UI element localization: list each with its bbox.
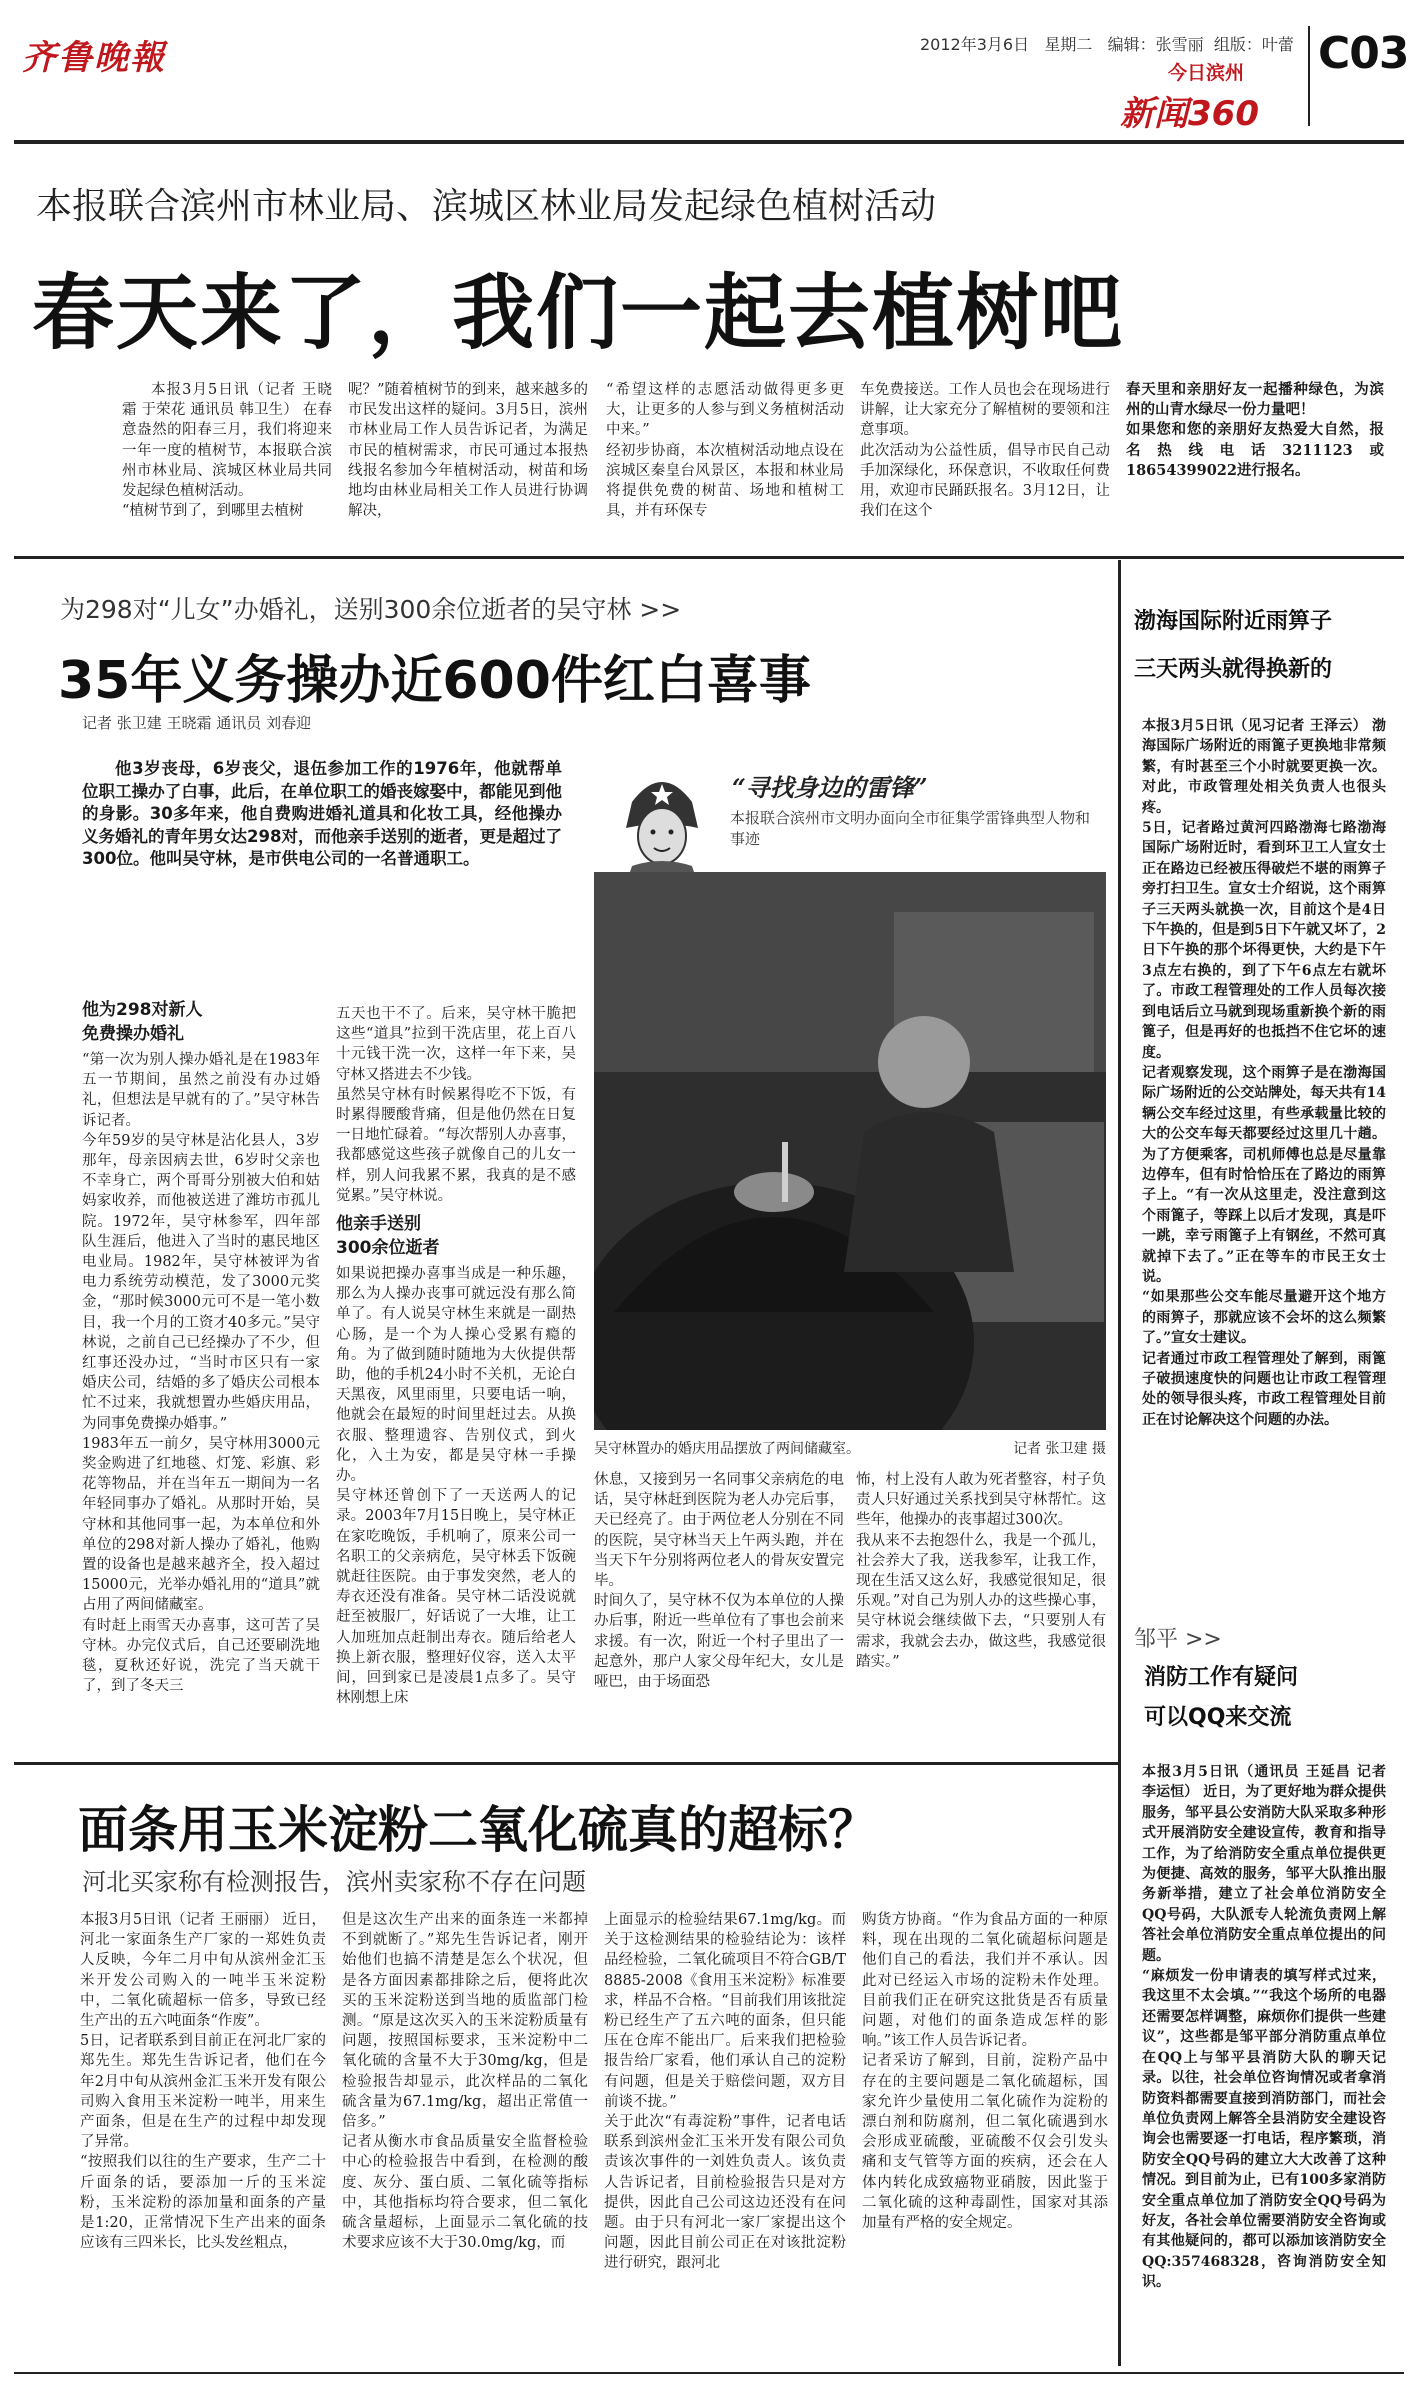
lead-column-1-text: 本报3月5日讯（记者 王晓霜 于荣花 通讯员 韩卫生） 在春意盎然的阳春三月，我们将迎来一年一度的植树节，本报联合滨州市林业局、滨城区林业局共同发起绿色植树活动。 “植树节到了，到哪里去植树	[122, 382, 332, 520]
page-bottom-rule	[14, 2372, 1404, 2374]
bottom-deck: 河北买家称有检测报告，滨州卖家称不存在问题	[82, 1868, 586, 1896]
lead-column-5	[1126, 380, 1384, 542]
sidebar1-body	[1142, 716, 1386, 1596]
bottom-headline: 面条用玉米淀粉二氧化硫真的超标？	[78, 1801, 878, 1859]
issue-weekday: 星期二	[1044, 35, 1093, 54]
photo-credit: 记者 张卫建 摄	[1013, 1441, 1106, 1457]
sidebar2-kicker: 邹平 >>	[1134, 1627, 1222, 1652]
page-code-divider	[1308, 26, 1310, 126]
feature-column-2b-text: 如果说把操办喜事当成是一种乐趣，那么为人操办丧事可就远没有那么简单了。有人说吴守林生来就是一副热心肠，是一个为人操心受累有瘾的角。为了做到随时随地为大伙提供帮助，他的手机24小时不关机，无论白天黑夜，风里雨里，只要电话一响，他就会在最短的时间里赶过去。从换衣服、整理遗容、告别仪式，到火化，入土为安，都是吴守林一手操办。 吴守林还曾创下了一天送两人的记录。2003年7月15日晚上，吴守林正在家吃晚饭，手机响了，原来公司一名职工的父亲病危，吴守林丢下饭碗就赶往医院。由于事发突然，老人的寿衣还没有准备。吴守林二话没说就赶至被服厂，好话说了一大堆，让工人加班加点赶制出寿衣。随后给老人换上新衣服，整理好仪容，送入太平间，回到家已是凌晨1点多了。吴守林刚想上床	[336, 1266, 576, 1707]
lead-column-1	[122, 380, 332, 542]
bottom-column-3-text: 上面显示的检验结果67.1mg/kg。而关于这检测结果的检验结论为：该样品经检验，二氧化硫项目不符合GB/T 8885-2008《食用玉米淀粉》标准要求，样品不合格。“目前我们用该批淀粉已经生产了五六吨的面条，但只能压在仓库不能出厂。后来我们把检验报告给厂家看，他们承认自己的淀粉有问题，但是关于赔偿问题，双方目前谈不拢。” 关于此次“有毒淀粉”事件，记者电话联系到滨州金汇玉米开发有限公司负责该次事件的一刘姓负责人。该负责人告诉记者，目前检验报告只是对方提供，因此自己公司这边还没有在问题。由于只有河北一家厂家提出这个问题，因此目前公司正在对该批淀粉进行研究，跟河北	[604, 1912, 846, 2272]
feature-column-3	[594, 1470, 844, 1750]
lead-column-3-text: “希望这样的志愿活动做得更多更大，让更多的人参与到义务植树活动中来。” 经初步协商，本次植树活动地点设在滨城区秦皇台风景区，本报和林业局将提供免费的树苗、场地和植树工具，并有环保专	[606, 382, 844, 520]
lead-column-2	[348, 380, 588, 542]
feature-headline: 35年义务操办近600件红白喜事	[58, 651, 811, 711]
feature-column-2	[336, 1004, 576, 1750]
bottom-column-2	[342, 1910, 588, 2366]
bottom-column-1-text: 本报3月5日讯（记者 王丽丽） 近日，河北一家面条生产厂家的一郑姓负责人反映，今年二月中旬从滨州金汇玉米开发公司购入的一吨半玉米淀粉中，二氧化硫超标一倍多，导致已经生产出的五六吨面条“作废”。 5日，记者联系到目前正在河北厂家的郑先生。郑先生告诉记者，他们在今年2月中旬从滨州金汇玉米开发有限公司购入食用玉米淀粉一吨半，用来生产面条，但是在生产的过程中却发现了异常。 “按照我们以往的生产要求，生产二十斤面条的话，要添加一斤的玉米淀粉，玉米淀粉的添加量和面条的产量是1:20，正常情况下生产出来的面条应该有三四米长，比头发丝粗点，	[80, 1912, 326, 2252]
lead-column-4	[860, 380, 1110, 542]
bottom-column-2-text: 但是这次生产出来的面条连一米都掉不到就断了。”郑先生告诉记者，刚开始他们也搞不清楚是怎么个状况，但是各方面因素都排除之后，便将此次买的玉米淀粉送到当地的质监部门检测。“原是这次买入的玉米淀粉质量有问题，按照国标要求，玉米淀粉中二氧化硫的含量不大于30mg/kg，但是检验报告却显示，此次样品的二氧化硫含量为67.1mg/kg，超出正常值一倍多。” 记者从衡水市食品质量安全监督检验中心的检验报告中看到，在检测的酸度、灰分、蛋白质、二氧化硫等指标中，其他指标均符合要求，但二氧化硫含量超标，上面显示二氧化硫的技术要求应该不大于30.0mg/kg，而	[342, 1912, 588, 2252]
lead-headline: 春天来了，我们一起去植树吧	[32, 266, 1125, 361]
sidebar1-headline-2: 三天两头就得换新的	[1134, 657, 1333, 682]
series-title: “寻找身边的雷锋”	[732, 773, 928, 802]
feature-photo	[594, 872, 1106, 1430]
page-code: C03	[1318, 28, 1409, 79]
issue-info	[920, 32, 1294, 55]
lead-column-2-text: 呢？”随着植树节的到来，越来越多的市民发出这样的疑问。3月5日，滨州市林业局工作人员告诉记者，为满足市民的植树需求，市民可通过本报热线报名参加今年植树活动，树苗和场地均由林业局相关工作人员进行协调解决，	[348, 382, 588, 520]
lead-column-3	[606, 380, 844, 542]
feature-subhead-1: 他为298对新人 免费操办婚礼	[82, 1000, 203, 1044]
masthead-rule	[14, 140, 1404, 144]
feature-column-4-text: 怖，村上没有人敢为死者整容，村子负责人只好通过关系找到吴守林帮忙。这些年，他操办的丧事超过300次。 我从来不去抱怨什么，我是一个孤儿，社会养大了我，送我参军，让我工作，现在生活又这么好，我感觉很知足，很乐观。”对自己为别人办的这些操心事，吴守林说会继续做下去，“只要别人有需求，我就会去办，做这些，我感觉很踏实。”	[856, 1472, 1106, 1670]
feature-column-1-text: “第一次为别人操办婚礼是在1983年五一节期间，虽然之前没有办过婚礼，但想法是早就有的了。”吴守林告诉记者。 今年59岁的吴守林是沾化县人，3岁那年，母亲因病去世，6岁时父亲也不幸身亡，两个哥哥分别被大伯和姑妈家收养，而他被送进了潍坊市孤儿院。1972年，吴守林参军，四年部队生涯后，他进入了当时的惠民地区电业局。1982年，吴守林被评为省电力系统劳动模范，发了3000元奖金，“那时候3000元可不是一笔小数目，我一个月的工资才40多元。”吴守林说，之前自己已经操办了不少，但红事还没办过，“当时市区只有一家婚庆公司，结婚的多了婚庆公司根本忙不过来，我就想置办些婚庆用品，为同事免费操办婚事。” 1983年五一前夕，吴守林用3000元奖金购进了红地毯、灯笼、彩旗、彩花等物品，并在当年五一期间为一名年轻同事办了婚礼。从那时开始，吴守林和其他同事一起，为本单位和外单位的298对新人操办了婚礼，他购置的设备也是越来越齐全，投入超过15000元，光举办婚礼用的“道具”就占用了两间储藏室。 有时赶上雨雪天办喜事，这可苦了吴守林。办完仪式后，自己还要刷洗地毯，夏秋还好说，洗完了当天就干了，到了冬天三	[82, 1052, 320, 1695]
sidebar2-headline-1: 消防工作有疑问	[1144, 1665, 1299, 1690]
series-portrait	[612, 762, 712, 878]
sidebar1-body-text: 本报3月5日讯（见习记者 王泽云） 渤海国际广场附近的雨篦子更换地非常频繁，有时甚至三个小时就要更换一次。对此，市政管理处相关负责人也很头疼。 5日，记者路过黄河四路渤海七路渤海国际广场附近时，看到环卫工人宣女士正在路边已经被压得破烂不堪的雨箅子旁打扫卫生。宣女士介绍说，这个雨箅子三天两头就换一次，目前这个是4日下午换的，但是到5日下午就又坏了，2日下午换的那个坏得更快，大约是下午3点左右换的，到了下午6点左右就坏了。市政工程管理处的工作人员每次接到电话后立马就到现场重新换个新的雨篦子，但是再好的也抵挡不住它坏的速度。 记者观察发现，这个雨箅子是在渤海国际广场附近的公交站牌处，每天共有14辆公交车经过这里，有些承载量比较的大的公交车每天都要经过这里几十趟。为了方便乘客，司机师傅也总是尽量靠边停车，但有时恰恰压在了路边的雨箅子上。“有一次从这里走，没注意到这个雨篦子，等踩上以后才发现，真是吓一跳，幸亏雨篦子上有钢丝，不然可真就掉下去了。”正在等车的市民王女士说。 “如果那些公交车能尽量避开这个地方的雨箅子，那就应该不会坏的这么频繁了。”宣女士建议。 记者通过市政工程管理处了解到，雨篦子破损速度快的问题也让市政工程管理处的领导很头疼，市政工程管理处目前正在讨论解决这个问题的办法。	[1142, 718, 1386, 1428]
feature-intro-text: 他3岁丧母，6岁丧父，退伍参加工作的1976年，他就帮单位职工操办了白事，此后，在单位职工的婚丧嫁娶中，都能见到他的身影。30多年来，他自费购进婚礼道具和化妆工具，经他操办义务婚礼的青年男女达298对，而他亲手送别的逝者，更是超过了300位。他叫吴守林，是市供电公司的一名普通职工。	[82, 759, 562, 868]
sidebar-divider	[1118, 560, 1121, 2366]
bottom-column-1	[80, 1910, 326, 2366]
feature-intro	[82, 758, 562, 986]
feature-subhead-2: 他亲手送别 300余位逝者	[336, 1214, 440, 1259]
photo-caption	[594, 1438, 1106, 1458]
sidebar1-headline-1: 渤海国际附近雨箅子	[1134, 609, 1333, 634]
sidebar2-headline-2: 可以QQ来交流	[1144, 1705, 1292, 1730]
feature-column-1	[82, 992, 320, 1750]
photo-caption-text: 吴守林置办的婚庆用品摆放了两间储藏室。	[594, 1441, 860, 1457]
feature-kicker: 为298对“儿女”办婚礼，送别300余位逝者的吴守林 >>	[60, 595, 682, 624]
lead-bottom-rule	[14, 556, 1404, 559]
lei-feng-portrait-icon	[612, 762, 712, 878]
section-name: 新闻360	[1120, 94, 1259, 134]
feature-byline: 记者 张卫建 王晓霜 通讯员 刘春迎	[82, 714, 312, 732]
series-description: 本报联合滨州市文明办面向全市征集学雷锋典型人物和事迹	[730, 809, 1091, 848]
lead-column-5-text: 春天里和亲朋好友一起播种绿色，为滨州的山青水绿尽一份力量吧！ 如果您和您的亲朋好友热爱大自然，报名热线电话3211123或18654399022进行报名。	[1126, 381, 1384, 479]
layout-credit: 组版：叶蕾	[1213, 35, 1294, 54]
bottom-column-4-text: 购货方协商。“作为食品方面的一种原料，现在出现的二氧化硫超标问题是他们自己的看法，我们并不承认。因此对已经运入市场的淀粉未作处理。目前我们正在研究这批货是否有质量问题，对他们的面条造成怎样的影响。”该工作人员告诉记者。 记者采访了解到，目前，淀粉产品中存在的主要问题是二氧化硫超标，国家允许少量使用二氧化硫作为淀粉的漂白剂和防腐剂，但二氧化硫遇到水会形成亚硫酸，亚硫酸不仅会引发头痛和支气管等方面的疾病，还会在人体内转化成致癌物亚硝胺，因此鉴于二氧化硫的这种毒副性，国家对其添加量有严格的安全规定。	[862, 1912, 1108, 2232]
bottom-column-3	[604, 1910, 846, 2366]
bottom-column-4	[862, 1910, 1108, 2366]
feature-column-2-text: 五天也干不了。后来，吴守林干脆把这些“道具”拉到干洗店里，花上百八十元钱干洗一次，这样一年下来，吴守林又搭进去不少钱。 虽然吴守林有时候累得吃不下饭，有时累得腰酸背痛，但是他仍然在日复一日地忙碌着。“每次帮别人办喜事，我都感觉这些孩子就像自己的儿女一样，别人问我累不累，我真的是不感觉累。”吴守林说。	[336, 1006, 576, 1204]
feature-column-4	[856, 1470, 1106, 1750]
section-tag: 今日滨州	[1167, 62, 1244, 84]
newspaper-logo: 齐鲁晚報	[22, 38, 166, 78]
sidebar2-body-text: 本报3月5日讯（通讯员 王延昌 记者 李运恒） 近日，为了更好地为群众提供服务，邹平县公安消防大队采取多种形式开展消防安全建设宣传，教育和指导工作，为了给消防安全重点单位提供更为便捷、高效的服务，邹平大队推出服务新举措，建立了社会单位消防安全QQ号码，大队派专人轮流负责网上解答社会单位消防安全重点单位提出的问题。 “麻烦发一份申请表的填写样式过来，我这里不太会填。”“我这个场所的电器还需要怎样调整，麻烦你们提供一些建议”，这些都是邹平部分消防重点单位在QQ上与邹平县消防大队的聊天记录。以往，社会单位咨询情况或者拿消防资料都需要直接到消防部门，而社会单位负责网上解答全县消防安全建设咨询会也需要逐一打电话，程序繁琐，消防安全QQ号码的建立大大改善了这种情况。到目前为止，已有100多家消防安全重点单位加了消防安全QQ号码为好友，各社会单位需要消防安全咨询或有其他疑问的，都可以添加该消防安全QQ:357468328，咨询消防安全知识。	[1142, 1764, 1386, 2291]
photo-placeholder-icon	[594, 872, 1106, 1430]
lead-kicker: 本报联合滨州市林业局、滨城区林业局发起绿色植树活动	[36, 186, 937, 227]
sidebar2-body	[1142, 1762, 1386, 2360]
lead-column-4-text: 车免费接送。工作人员也会在现场进行讲解，让大家充分了解植树的要领和注意事项。 此次活动为公益性质，倡导市民自己动手加深绿化，环保意识，不收取任何费用，欢迎市民踊跃报名。3月12日，让我们在这个	[860, 382, 1110, 520]
bottom-story-rule	[14, 1762, 1118, 1765]
masthead	[0, 0, 1417, 140]
editor-credit: 编辑：张雪丽	[1107, 35, 1204, 54]
issue-date: 2012年3月6日	[920, 35, 1030, 54]
feature-column-3-text: 休息，又接到另一名同事父亲病危的电话，吴守林赶到医院为老人办完后事，天已经亮了。由于两位老人分别在不同的医院，吴守林当天上午两头跑，并在当天下午分别将两位老人的骨灰安置完毕。 时间久了，吴守林不仅为本单位的人操办后事，附近一些单位有了事也会前来求援。有一次，附近一个村子里出了一起意外，那户人家父母年纪大，女儿是哑巴，由于场面恐	[594, 1472, 844, 1691]
